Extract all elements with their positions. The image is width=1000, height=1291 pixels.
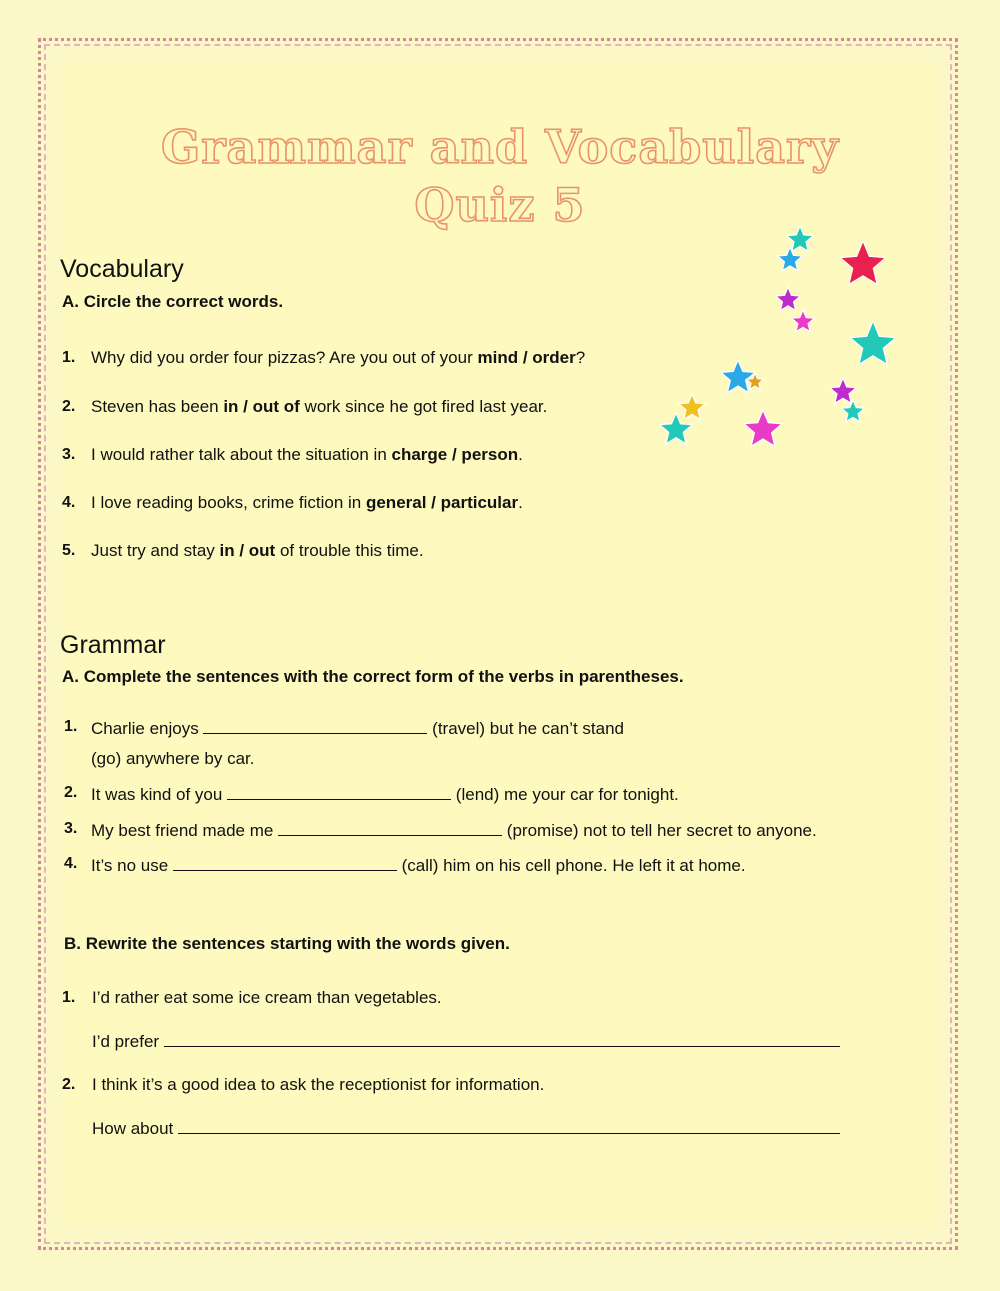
vocabulary-question bbox=[91, 397, 547, 417]
question-text: work since he got fired last year. bbox=[299, 397, 548, 416]
rewrite-sentence: I think it’s a good idea to ask the receptionist for information. bbox=[92, 1075, 545, 1094]
grammar-instruction-a: A. Complete the sentences with the correct form of the verbs in parentheses. bbox=[62, 667, 684, 686]
word-choice: general / particular bbox=[365, 493, 519, 512]
word-choice: charge / person bbox=[391, 445, 519, 464]
answer-blank[interactable] bbox=[278, 819, 502, 836]
question-number: 2. bbox=[62, 398, 76, 415]
answer-blank[interactable] bbox=[173, 854, 397, 871]
rewrite-answer-line bbox=[92, 1117, 840, 1139]
question-text: . bbox=[518, 445, 523, 464]
word-choice: in / out bbox=[219, 541, 276, 560]
star-icon bbox=[679, 394, 706, 419]
question-text: (lend) me your car for tonight. bbox=[451, 785, 679, 804]
vocabulary-question bbox=[91, 445, 523, 465]
question-text: (call) him on his cell phone. He left it at home. bbox=[396, 856, 746, 875]
star-icon bbox=[850, 321, 896, 364]
answer-blank[interactable] bbox=[227, 783, 451, 800]
question-text: Just try and stay bbox=[91, 541, 220, 560]
grammar-question bbox=[91, 819, 817, 841]
question-number: 3. bbox=[64, 820, 78, 837]
grammar-heading: Grammar bbox=[60, 631, 166, 659]
word-choice: mind / order bbox=[477, 348, 576, 367]
rewrite-blank[interactable] bbox=[164, 1030, 840, 1047]
question-number: 3. bbox=[62, 446, 76, 463]
star-icon bbox=[778, 247, 803, 271]
star-icon bbox=[776, 287, 801, 311]
question-text-continued: (go) anywhere by car. bbox=[91, 749, 255, 768]
vocabulary-heading: Vocabulary bbox=[60, 255, 184, 283]
question-text: Charlie enjoys bbox=[91, 719, 204, 738]
question-number: 1. bbox=[64, 718, 78, 735]
grammar-question bbox=[91, 854, 746, 876]
worksheet-title bbox=[60, 118, 940, 234]
title-line-1: Grammar and Vocabulary bbox=[161, 120, 839, 174]
rewrite-sentence: I’d rather eat some ice cream than vegetables. bbox=[92, 988, 442, 1007]
question-text: I would rather talk about the situation in bbox=[91, 445, 392, 464]
question-text: Why did you order four pizzas? Are you out of your bbox=[91, 348, 478, 367]
question-text: ? bbox=[575, 348, 586, 367]
question-number: 1. bbox=[62, 349, 76, 366]
question-text: . bbox=[518, 493, 523, 512]
grammar-instruction-b: B. Rewrite the sentences starting with the words given. bbox=[64, 934, 510, 953]
question-text: I love reading books, crime fiction in bbox=[91, 493, 366, 512]
question-number: 2. bbox=[64, 784, 78, 801]
question-text: Steven has been bbox=[91, 397, 224, 416]
star-icon bbox=[830, 378, 857, 403]
title-line-2: Quiz 5 bbox=[414, 178, 586, 232]
vocabulary-question bbox=[91, 348, 585, 368]
question-text: It’s no use bbox=[91, 856, 173, 875]
rewrite-prompt: How about bbox=[92, 1119, 178, 1138]
question-text: (promise) not to tell her secret to anyone. bbox=[502, 821, 817, 840]
word-choice: in / out of bbox=[223, 397, 300, 416]
grammar-question bbox=[91, 717, 624, 739]
answer-blank[interactable] bbox=[203, 717, 427, 734]
question-text: of trouble this time. bbox=[275, 541, 424, 560]
decorative-stars bbox=[650, 220, 910, 470]
star-icon bbox=[840, 241, 886, 284]
question-number: 4. bbox=[62, 494, 76, 511]
star-icon bbox=[842, 400, 865, 422]
question-text: My best friend made me bbox=[91, 821, 279, 840]
question-number: 4. bbox=[64, 855, 78, 872]
vocabulary-instruction: A. Circle the correct words. bbox=[62, 292, 284, 311]
question-number: 1. bbox=[62, 989, 76, 1006]
question-text: (travel) but he can’t stand bbox=[427, 719, 624, 738]
vocabulary-question bbox=[91, 493, 523, 513]
vocabulary-question bbox=[91, 541, 424, 561]
question-number: 5. bbox=[62, 542, 76, 559]
rewrite-blank[interactable] bbox=[178, 1117, 840, 1134]
star-icon bbox=[792, 310, 815, 332]
question-text: It was kind of you bbox=[91, 785, 228, 804]
rewrite-answer-line bbox=[92, 1030, 840, 1052]
star-icon bbox=[744, 410, 782, 446]
rewrite-prompt: I’d prefer bbox=[92, 1032, 164, 1051]
grammar-question bbox=[91, 783, 679, 805]
question-number: 2. bbox=[62, 1076, 76, 1093]
